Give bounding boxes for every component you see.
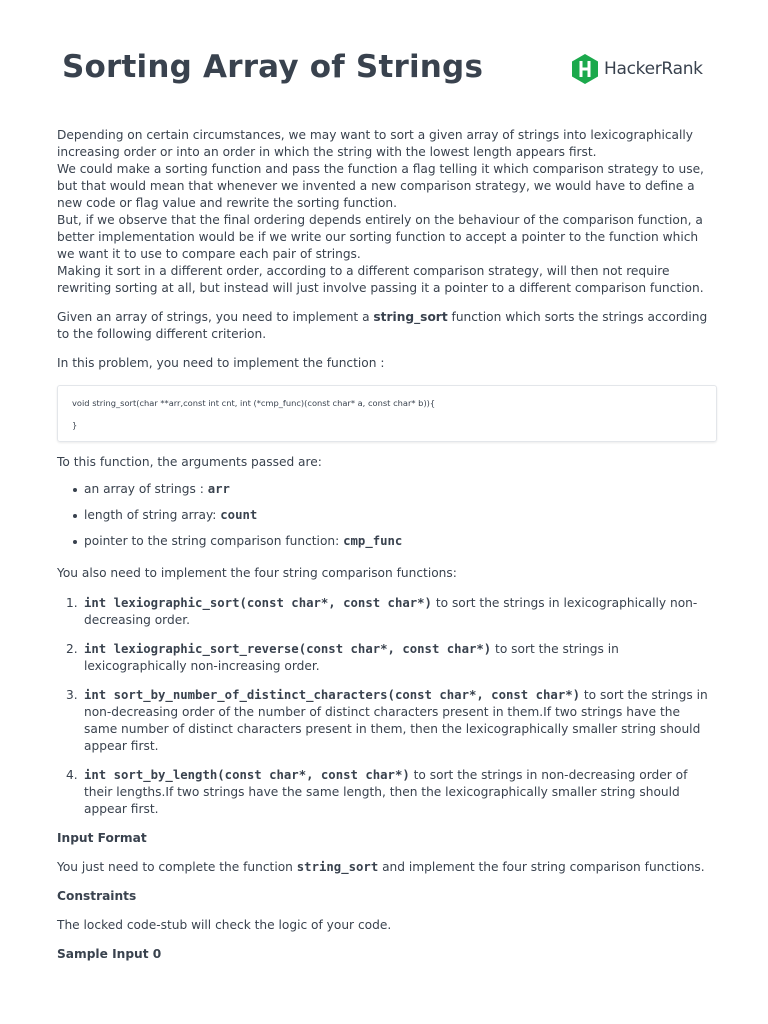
task-description: Given an array of strings, you need to implement a string_sort function which sorts the strings according to the following different criterion. — [57, 310, 708, 341]
list-number: 3. — [66, 688, 78, 702]
inline-code: arr — [207, 482, 230, 496]
brand-logo — [571, 53, 703, 85]
intro-paragraph: Making it sort in a different order, according to a different comparison strategy, will then not require rewriting sorting at all, but instead will just involve passing it a pointer to a different comparison function. — [57, 264, 704, 295]
inline-code: int lexiographic_sort(const char*, const char*) — [84, 596, 432, 610]
intro-section — [57, 127, 717, 297]
code-line: } — [72, 420, 78, 430]
arguments-list — [57, 481, 717, 559]
functions-intro: You also need to implement the four string comparison functions: — [57, 566, 457, 580]
list-item: 1. int lexiographic_sort(const char*, const char*) to sort the strings in lexicographically non-decreasing order. — [66, 596, 698, 627]
page-title: Sorting Array of Strings — [62, 49, 484, 85]
intro-paragraph: But, if we observe that the final ordering depends entirely on the behaviour of the comparison function, a better implementation would be if we write our sorting function to accept a pointer to the function which we want it to use to compare each pair of strings. — [57, 213, 703, 261]
list-number: 2. — [66, 642, 78, 656]
inline-code: int sort_by_number_of_distinct_characters(const char*, const char*) — [84, 688, 581, 702]
list-number: 1. — [66, 596, 78, 610]
list-item: 2. int lexiographic_sort_reverse(const char*, const char*) to sort the strings in lexicographically non-increasing order. — [66, 642, 619, 673]
list-item: 4. int sort_by_length(const char*, const char*) to sort the strings in non-decreasing order of their lengths.If two strings have the same length, then the lexicographically smaller string should appear first. — [66, 768, 688, 816]
input-format-heading: Input Format — [57, 831, 147, 845]
constraints-text: The locked code-stub will check the logic of your code. — [57, 918, 392, 932]
hackerrank-hexagon-icon — [571, 53, 599, 85]
list-item: length of string array: count — [57, 507, 717, 533]
input-format-text: You just need to complete the function string_sort and implement the four string comparison functions. — [57, 860, 705, 874]
implement-instruction: In this problem, you need to implement the function : — [57, 356, 385, 370]
inline-code: cmp_func — [343, 534, 403, 548]
inline-code: int sort_by_length(const char*, const char*) — [84, 768, 410, 782]
list-item: 3. int sort_by_number_of_distinct_characters(const char*, const char*) to sort the strings in non-decreasing order of the number of distinct characters present in them.If two strings have the same number of distinct characters present in them, then the lexicographically smaller string should appear first. — [66, 688, 708, 753]
problem-statement — [57, 127, 717, 963]
code-line: void string_sort(char **arr,const int cnt, int (*cmp_func)(const char* a, const char* b)){ — [72, 398, 436, 408]
list-item: pointer to the string comparison function: cmp_func — [57, 533, 717, 559]
brand-name: HackerRank — [604, 59, 703, 79]
inline-code: count — [220, 508, 258, 522]
sample-input-heading: Sample Input 0 — [57, 947, 162, 961]
intro-paragraph: Depending on certain circumstances, we may want to sort a given array of strings into lexicographically increasing order or into an order in which the string with the lowest length appears first. — [57, 128, 693, 159]
function-name: string_sort — [373, 310, 448, 324]
inline-code: int lexiographic_sort_reverse(const char*, const char*) — [84, 642, 492, 656]
comparison-functions-list — [57, 595, 717, 818]
inline-code: string_sort — [296, 860, 379, 874]
arguments-intro: To this function, the arguments passed are: — [57, 455, 322, 469]
intro-paragraph: We could make a sorting function and pass the function a flag telling it which comparison strategy to use, but that would mean that whenever we invented a new comparison strategy, we would have to define a new code or flag value and rewrite the sorting function. — [57, 162, 704, 210]
list-number: 4. — [66, 768, 78, 782]
constraints-heading: Constraints — [57, 889, 137, 903]
function-signature-code-block — [57, 385, 717, 442]
list-item: an array of strings : arr — [57, 481, 717, 507]
